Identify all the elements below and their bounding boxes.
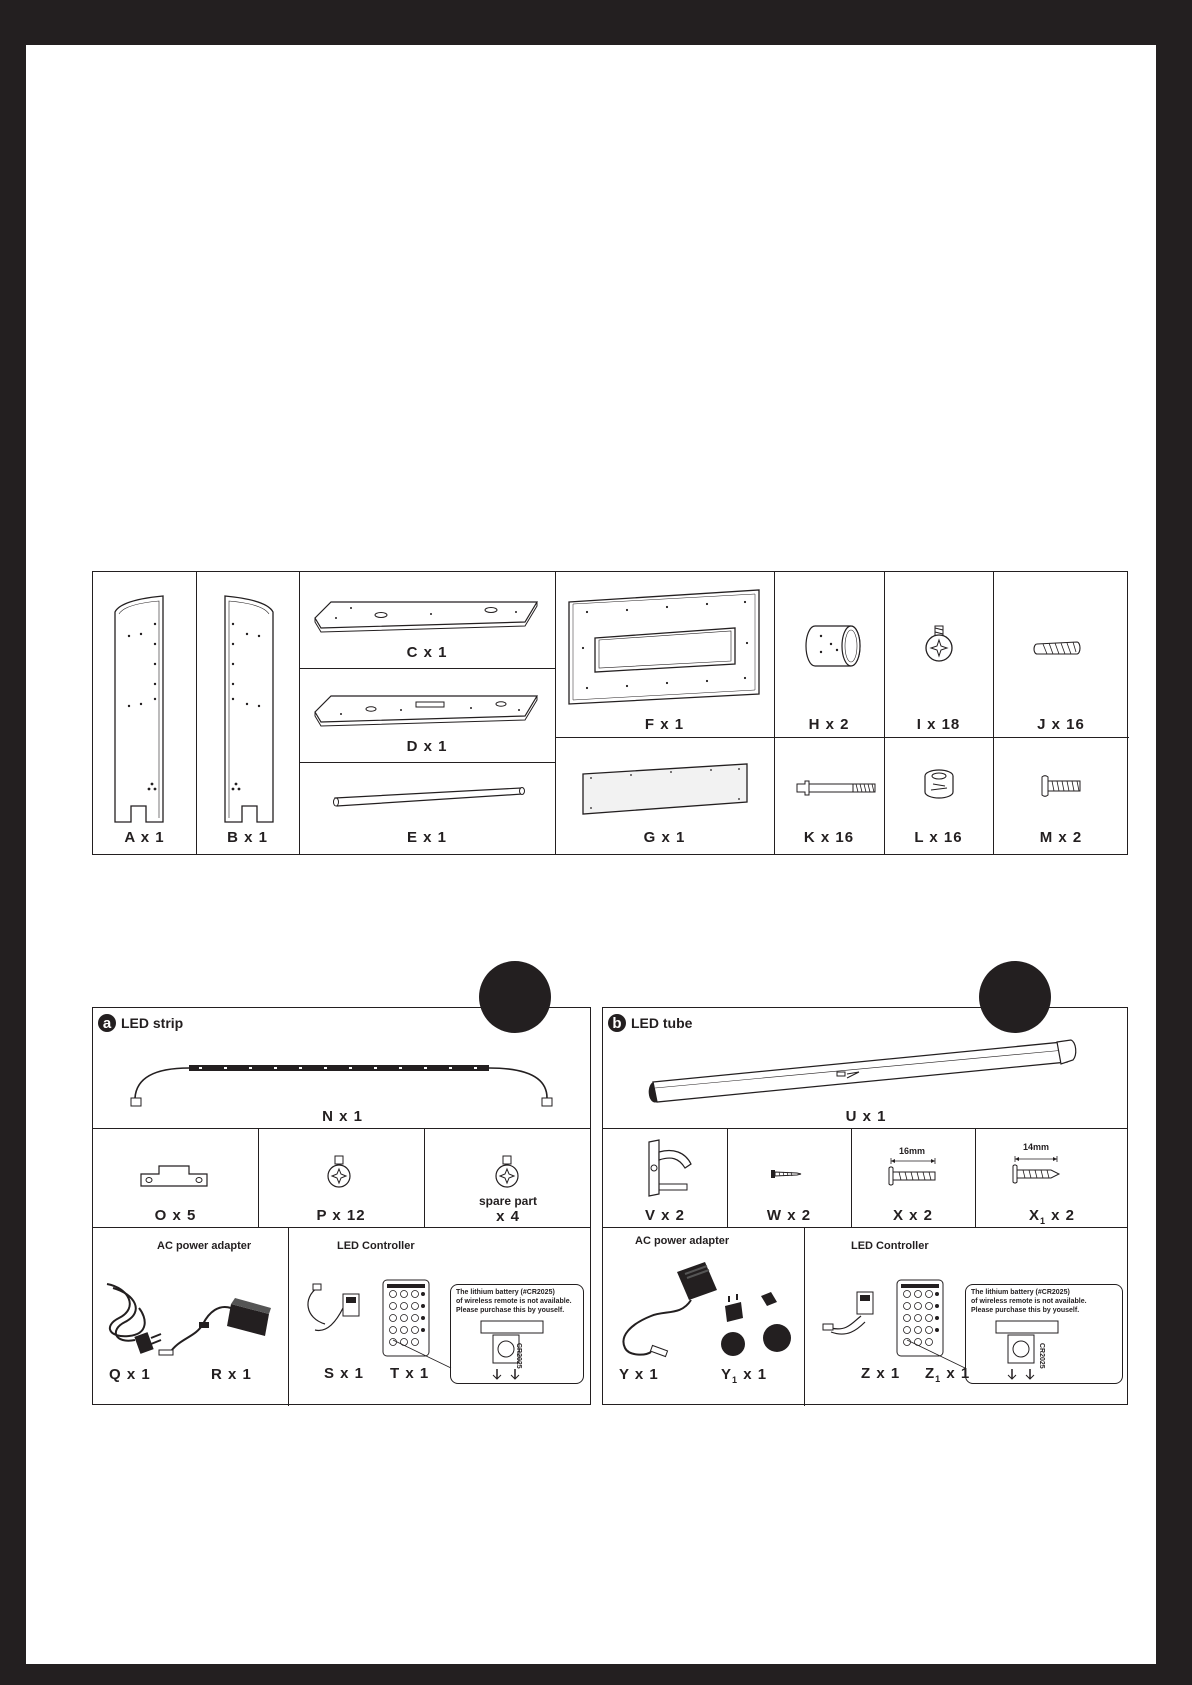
battery-note-a-line3: Please purchase this by youself. [456, 1307, 565, 1314]
part-x1-label [975, 1207, 1129, 1226]
bolt-k-drawing [795, 778, 879, 798]
screw-p-drawing [323, 1154, 355, 1190]
part-p-label: P x 12 [316, 1207, 366, 1224]
clip-o-drawing [139, 1162, 209, 1192]
controller-title-a: LED Controller [337, 1240, 415, 1252]
camlock-l-drawing [921, 766, 957, 806]
part-m-label: M x 2 [1039, 829, 1083, 846]
section-letter-a: a [98, 1014, 116, 1032]
dim-16mm-text: 16mm [899, 1146, 926, 1156]
part-z1-label [925, 1365, 970, 1384]
part-z1-subscript: 1 [935, 1374, 942, 1384]
led-tube-section [602, 1007, 1128, 1405]
panel-g-drawing [581, 762, 751, 818]
part-y1-letter: Y [721, 1366, 733, 1383]
part-z1-letter: Z [925, 1365, 936, 1382]
spare-part-qty: x 4 [496, 1208, 520, 1225]
part-x1-qty: x 2 [1046, 1207, 1076, 1224]
parts-table [92, 571, 1128, 855]
part-u-label: U x 1 [845, 1108, 887, 1125]
screw-x-drawing [887, 1156, 943, 1186]
part-h-label: H x 2 [808, 716, 850, 733]
panel-b-drawing [217, 594, 277, 824]
ac-adapter-qr-drawing [99, 1278, 279, 1358]
ac-adapter-title-a: AC power adapter [157, 1240, 252, 1252]
part-l-label: L x 16 [914, 829, 963, 846]
screw-w-drawing [769, 1168, 803, 1180]
led-strip-section [92, 1007, 591, 1405]
part-z-label: Z x 1 [861, 1365, 901, 1382]
part-w-label: W x 2 [766, 1207, 812, 1224]
part-r-label: R x 1 [211, 1366, 252, 1383]
led-tube-u-drawing [647, 1038, 1087, 1104]
part-y-label: Y x 1 [619, 1366, 659, 1383]
battery-note-b-line1: The lithium battery (#CR2025) [971, 1289, 1070, 1296]
panel-a-drawing [111, 594, 171, 824]
led-tube-title [608, 1014, 692, 1032]
part-x1-letter: X [1028, 1207, 1040, 1224]
part-y1-subscript: 1 [732, 1375, 739, 1385]
screw-m-drawing [1039, 774, 1083, 798]
battery-note-a-line2: of wireless remote is not available. [456, 1298, 572, 1305]
panel-c-drawing [311, 598, 541, 638]
spare-part-text: spare part [478, 1194, 538, 1208]
part-v-label: V x 2 [644, 1207, 686, 1224]
part-q-label: Q x 1 [109, 1366, 151, 1383]
part-x1-subscript: 1 [1039, 1216, 1046, 1226]
part-o-label: O x 5 [154, 1207, 197, 1224]
part-b-label: B x 1 [227, 829, 268, 846]
battery-note-b-line3: Please purchase this by youself. [971, 1307, 1080, 1314]
dowel-j-drawing [1033, 638, 1083, 658]
section-letter-b: b [608, 1014, 626, 1032]
bracket-v-drawing [639, 1138, 695, 1198]
part-g-label: G x 1 [643, 829, 686, 846]
part-z1-qty: x 1 [941, 1365, 971, 1382]
part-f-label: F x 1 [644, 716, 685, 733]
part-y1-label [721, 1366, 767, 1385]
part-t-label: T x 1 [390, 1365, 430, 1382]
manual-page [26, 45, 1156, 1664]
part-n-label: N x 1 [322, 1108, 363, 1125]
panel-d-drawing [311, 692, 541, 732]
ac-adapter-title-b: AC power adapter [635, 1235, 730, 1247]
led-strip-heading: LED strip [121, 1015, 184, 1031]
screw-x1-drawing [1011, 1154, 1067, 1184]
battery-note-b-line2: of wireless remote is not available. [971, 1298, 1087, 1305]
panel-f-drawing [567, 588, 763, 706]
battery-label-a: CR2025 [515, 1343, 522, 1369]
dim-14mm-text: 14mm [1023, 1142, 1050, 1152]
battery-note-b [965, 1284, 1123, 1384]
part-d-label: D x 1 [406, 738, 448, 755]
controller-title-b: LED Controller [851, 1240, 929, 1252]
led-strip-title [98, 1014, 183, 1032]
battery-diagram-b [994, 1319, 1074, 1381]
part-a-label: A x 1 [124, 829, 165, 846]
led-strip-n-drawing [129, 1056, 559, 1108]
led-tube-heading: LED tube [631, 1015, 693, 1031]
part-k-label: K x 16 [803, 829, 855, 846]
rod-e-drawing [331, 782, 531, 812]
part-c-label: C x 1 [406, 644, 448, 661]
part-s-label: S x 1 [324, 1365, 365, 1382]
screw-i-drawing [919, 624, 959, 664]
battery-note-a-line1: The lithium battery (#CR2025) [456, 1289, 555, 1296]
ac-adapter-yy1-drawing [611, 1256, 801, 1366]
part-y1-qty: x 1 [738, 1366, 768, 1383]
battery-note-a [450, 1284, 584, 1384]
cam-h-drawing [805, 622, 865, 670]
screw-spare-drawing [491, 1154, 523, 1190]
part-e-label: E x 1 [406, 829, 448, 846]
part-i-label: I x 18 [916, 716, 961, 733]
part-x-label: X x 2 [892, 1207, 934, 1224]
part-j-label: J x 16 [1037, 716, 1085, 733]
battery-label-b: CR2025 [1038, 1343, 1045, 1369]
